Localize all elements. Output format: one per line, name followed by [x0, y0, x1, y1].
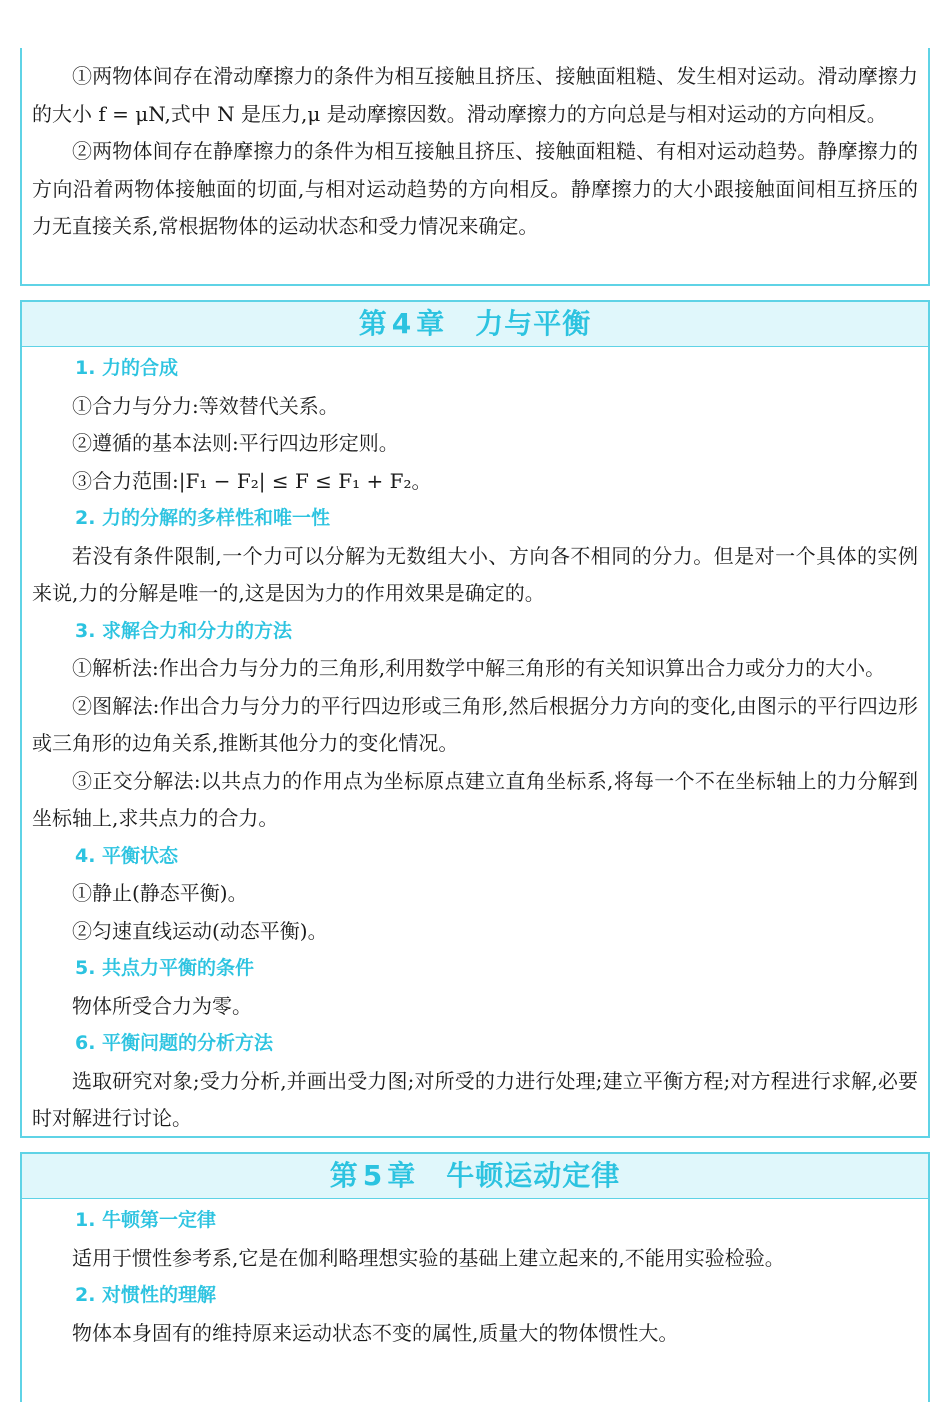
- chapter-5-header: [22, 1154, 928, 1199]
- chapter-4-number: 4: [391, 307, 413, 340]
- section-paragraph: ②遵循的基本法则:平行四边形定则。: [72, 431, 399, 455]
- section-paragraph: ①合力与分力:等效替代关系。: [72, 393, 339, 418]
- section-paragraph: ②匀速直线运动(动态平衡)。: [72, 918, 328, 943]
- section-heading: 1. 力的合成: [75, 357, 179, 379]
- section-paragraph: 物体所受合力为零。: [72, 993, 252, 1018]
- section-paragraph: 适用于惯性参考系,它是在伽利略理想实验的基础上建立起来的,不能用实验检验。: [72, 1245, 785, 1270]
- chapter-5-box: [20, 1152, 930, 1402]
- section-paragraph: 若没有条件限制,一个力可以分解为无数组大小、方向各不相同的分力。但是对一个具体的实例来说,力的分解是唯一的,这是因为力的作用效果是确定的。: [32, 543, 918, 605]
- section-paragraph: 物体本身固有的维持原来运动状态不变的属性,质量大的物体惯性大。: [72, 1320, 679, 1345]
- chapter-5-suffix: 章: [387, 1159, 417, 1192]
- section-heading: 3. 求解合力和分力的方法: [75, 619, 293, 642]
- sliding-friction-paragraph: ①两物体间存在滑动摩擦力的条件为相互接触且挤压、接触面粗糙、发生相对运动。滑动摩擦力的大小 f = μN,式中 N 是压力,μ 是动摩擦因数。滑动摩擦力的方向总是与相对运动的方向相反。: [32, 64, 918, 126]
- chapter-5-number: 5: [362, 1159, 384, 1192]
- section-paragraph: 选取研究对象;受力分析,并画出受力图;对所受的力进行处理;建立平衡方程;对方程进行求解,必要时对解进行讨论。: [32, 1068, 918, 1130]
- chapter-4-prefix: 第: [358, 307, 388, 340]
- section-paragraph: ③合力范围:|F₁ − F₂| ≤ F ≤ F₁ + F₂。: [72, 468, 432, 493]
- section-paragraph: ②图解法:作出合力与分力的平行四边形或三角形,然后根据分力方向的变化,由图示的平行四边形或三角形的边角关系,推断其他分力的变化情况。: [32, 693, 918, 755]
- section-heading: 2. 对惯性的理解: [75, 1284, 217, 1306]
- section-heading: 1. 牛顿第一定律: [75, 1209, 217, 1231]
- section-heading: 6. 平衡问题的分析方法: [75, 1032, 274, 1054]
- chapter-4-box: [20, 300, 930, 1138]
- chapter-5-title: 牛顿运动定律: [446, 1159, 621, 1192]
- section-heading: 5. 共点力平衡的条件: [75, 957, 255, 979]
- chapter-4-header: [22, 302, 928, 347]
- static-friction-paragraph: ②两物体间存在静摩擦力的条件为相互接触且挤压、接触面粗糙、有相对运动趋势。静摩擦力的方向沿着两物体接触面的切面,与相对运动趋势的方向相反。静摩擦力的大小跟接触面间相互挤压的力无直接关系,常根据物体的运动状态和受力情况来确定。: [32, 139, 918, 238]
- section-heading: 4. 平衡状态: [75, 844, 179, 867]
- section-paragraph: ①静止(静态平衡)。: [72, 881, 248, 905]
- section-heading: 2. 力的分解的多样性和唯一性: [75, 507, 331, 529]
- chapter-4-title: 力与平衡: [475, 307, 592, 340]
- chapter-4-suffix: 章: [416, 307, 446, 340]
- section-paragraph: ①解析法:作出合力与分力的三角形,利用数学中解三角形的有关知识算出合力或分力的大小。: [72, 656, 886, 680]
- chapter-5-prefix: 第: [329, 1159, 359, 1192]
- section-paragraph: ③正交分解法:以共点力的作用点为坐标原点建立直角坐标系,将每一个不在坐标轴上的力分解到坐标轴上,求共点力的合力。: [32, 768, 918, 830]
- friction-continuation-box: [20, 48, 930, 286]
